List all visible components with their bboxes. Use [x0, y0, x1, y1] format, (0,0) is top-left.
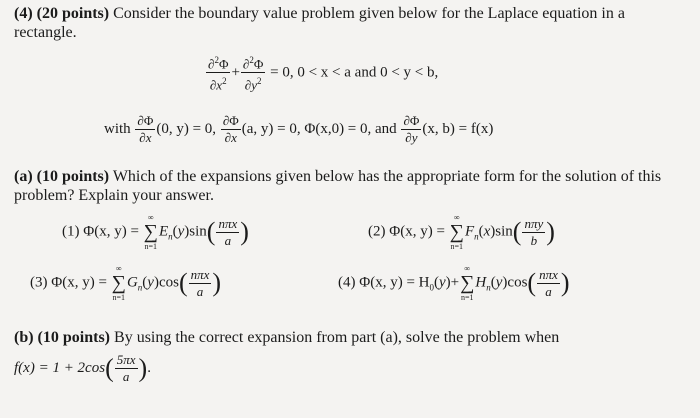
option-2: (2) Φ(x, y) = ∞ ∑ n=1 $F_n(x)\sin$( $\frac{\text{nπy}}{b}$ ) — [368, 213, 555, 251]
option-1-num: (1) — [62, 223, 80, 240]
option-3-arg-den: a — [196, 283, 204, 299]
option-2-arg-num: nπy — [524, 215, 544, 231]
option-4-coef: H — [475, 274, 487, 291]
option-4-arg-den: a — [545, 283, 552, 299]
option-1-arg-den: a — [224, 232, 232, 248]
bc-1: (0, y) = 0, — [156, 120, 217, 137]
option-2-coef: F — [464, 223, 475, 240]
bc-2: (a, y) = 0, Φ(x,0) = 0, and — [241, 120, 397, 137]
dphi-dx-term-1: $\frac{\partial\Phi}{\partial x}$ — [137, 113, 154, 145]
f-arg-num: 5πx — [116, 352, 136, 367]
boundary-conditions — [104, 113, 493, 146]
f-lhs: f(x) = 1 + 2cos — [14, 359, 106, 376]
d2-dx2-term: $\frac{\partial^2\Phi}{\partial x^2}$ — [206, 52, 230, 94]
option-3-lhs: Φ(x, y) = — [51, 274, 107, 291]
option-2-num: (2) — [368, 223, 386, 240]
problem-intro-text: Consider the boundary value problem given below for the Laplace equation in a rectangle. — [14, 5, 625, 41]
option-1-arg-num: nπx — [218, 215, 238, 231]
option-3: (3) Φ(x, y) = ∞ ∑ n=1 $G_n(y)\cos$( $\frac{\text{nπx}}{a}$ ) — [30, 264, 222, 302]
option-1: (1) Φ(x, y) = ∞ ∑ n=1 $E_n(y)\sin$( $\frac{\text{nπx}}{a}$ ) — [62, 213, 249, 251]
part-b-question: By using the correct expansion from part (a), solve the problem when — [114, 329, 560, 346]
problem-header: (4) (20 points) — [14, 5, 110, 22]
pde-tail: = 0, 0 < x < a and 0 < y < b, — [270, 64, 439, 81]
option-4: (4) Φ(x, $y) = H_0(y)+$ ∞ ∑ n=1 $H_n(y)\cos$( $\frac{\text{nπx}}{a}$ ) — [338, 264, 570, 302]
part-a-question: Which of the expansions given below has the appropriate form for the solution of this problem? Explain your answer. — [14, 168, 662, 204]
option-3-coef: G — [126, 274, 138, 291]
option-3-trig: cos — [158, 274, 179, 291]
problem-intro — [14, 4, 690, 42]
option-1-lhs: Φ(x, y) = — [83, 223, 139, 240]
sum-symbol: ∞ ∑ n=1 — [449, 213, 464, 251]
part-b-text — [14, 328, 690, 347]
option-3-num: (3) — [30, 274, 48, 291]
option-2-trig: sin — [495, 223, 513, 240]
sum-symbol: ∞ ∑ n=1 — [143, 213, 158, 251]
sum-symbol: ∞ ∑ n=1 — [111, 264, 126, 302]
dphi-dx-term-2: $\frac{\partial\Phi}{\partial x}$ — [222, 113, 239, 145]
option-4-lhs: Φ(x, y) = H — [359, 274, 430, 291]
option-1-trig: sin — [189, 223, 207, 240]
option-4-arg-num: nπx — [539, 266, 558, 282]
option-1-coef: E — [158, 223, 169, 240]
f-arg-den: a — [122, 369, 130, 384]
part-a-label: (a) (10 points) — [14, 168, 110, 185]
bc-3: (x, b) = f(x) — [422, 120, 494, 137]
sum-symbol: ∞ ∑ n=1 — [460, 264, 475, 302]
option-4-trig: cos — [507, 274, 528, 291]
d2-dy2-term: $\frac{\partial^2\Phi}{\partial y^2}$ — [241, 52, 265, 94]
with-label: with — [104, 120, 131, 137]
option-2-lhs: Φ(x, y) = — [389, 223, 445, 240]
f-of-x-expression: f(x) = 1 + 2cos( $\frac{5\pi x}{a}$ ). — [14, 352, 151, 384]
option-2-arg-den: b — [530, 232, 538, 248]
part-a-text — [14, 167, 690, 205]
part-b-label: (b) (10 points) — [14, 329, 111, 346]
option-4-num: (4) — [338, 274, 356, 291]
dphi-dy-term: $\frac{\partial\Phi}{\partial y}$ — [403, 113, 420, 145]
laplace-equation: $\frac{\partial^2\Phi}{\partial x^2}$ + $\frac{\partial^2\Phi}{\partial y^2}$ = 0, 0 < x < a and 0 < y < b, — [205, 52, 438, 94]
option-3-arg-num: nπx — [190, 266, 210, 282]
